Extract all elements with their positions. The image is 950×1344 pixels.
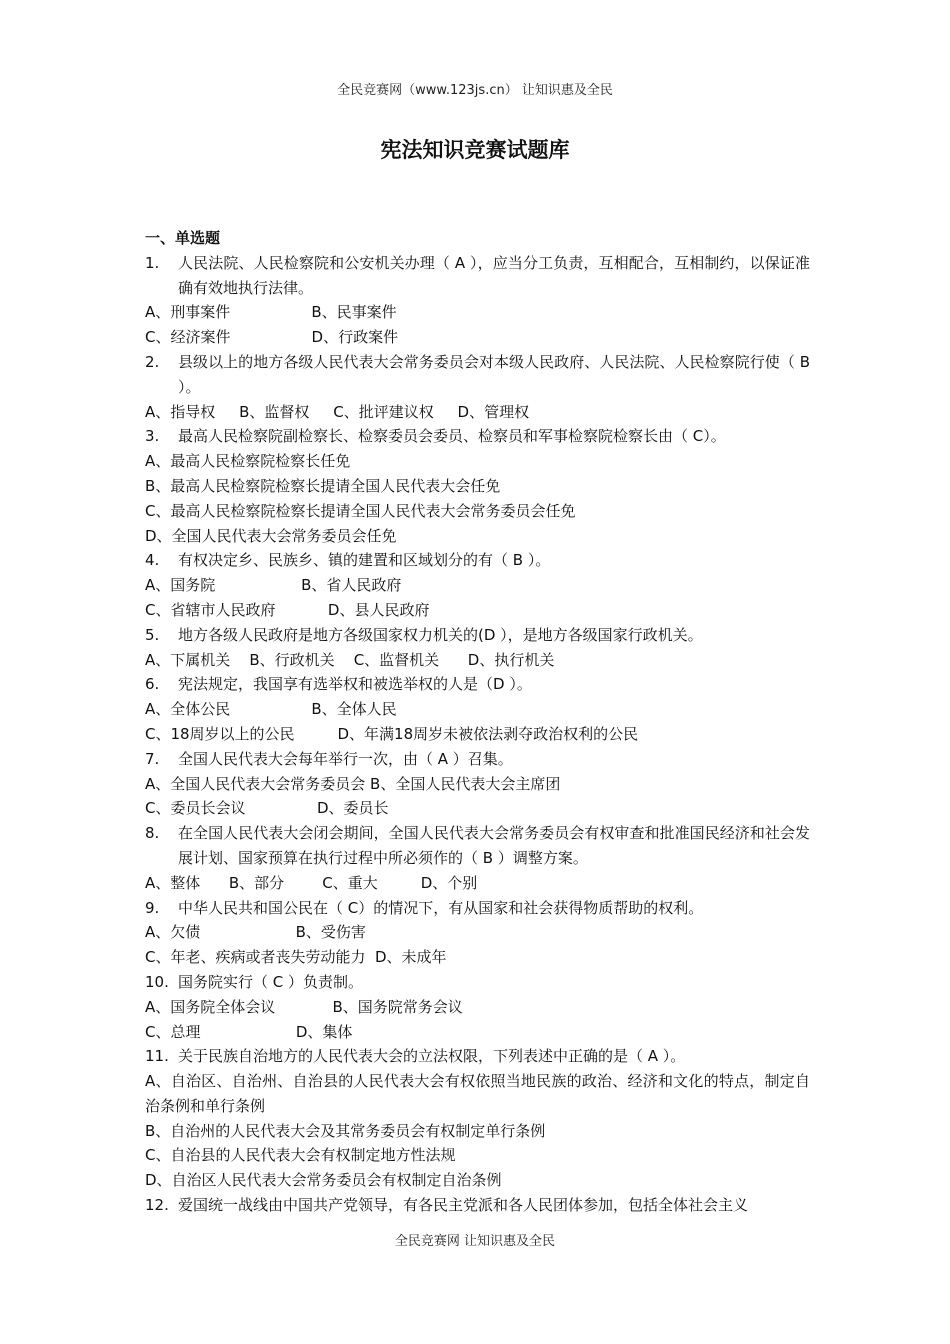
- answer-option: C、总理 D、集体: [145, 1022, 353, 1041]
- answer-option: A、自治区、自治州、自治县的人民代表大会有权依照当地民族的政治、经济和文化的特点，制定自治条例和单行条例: [145, 1072, 810, 1115]
- answer-option: A、最高人民检察院检察长任免: [145, 452, 351, 471]
- question-item: [145, 350, 810, 400]
- question-item: [145, 1044, 810, 1069]
- answer-option: C、委员长会议 D、委员长: [145, 799, 389, 818]
- answer-option: A、全体公民 B、全体人民: [145, 700, 397, 719]
- answer-option: A、整体 B、部分 C、重大 D、个别: [145, 873, 478, 892]
- question-text: 在全国人民代表大会闭会期间，全国人民代表大会常务委员会有权审查和批准国民经济和社会发展计划、国家预算在执行过程中所必须作的（ B ）调整方案。: [178, 824, 810, 867]
- answer-option: A、国务院 B、省人民政府: [145, 576, 402, 595]
- answer-option: D、全国人民代表大会常务委员会任免: [145, 526, 397, 545]
- questions-container: [145, 251, 810, 1218]
- question-text: 全国人民代表大会每年举行一次，由（ A ）召集。: [178, 749, 513, 768]
- answer-option: A、欠债 B、受伤害: [145, 923, 366, 942]
- question-text: 最高人民检察院副检察长、检察委员会委员、检察员和军事检察院检察长由（ C）。: [178, 427, 726, 446]
- question-text: 爱国统一战线由中国共产党领导，有各民主党派和各人民团体参加，包括全体社会主义: [178, 1196, 749, 1215]
- question-number: 1.: [145, 253, 160, 272]
- question-item: [145, 747, 810, 772]
- answer-option: C、省辖市人民政府 D、县人民政府: [145, 600, 430, 619]
- page-footer: 全民竞赛网 让知识惠及全民: [394, 1234, 556, 1249]
- answer-option: C、自治县的人民代表大会有权制定地方性法规: [145, 1146, 456, 1165]
- answer-option: D、自治区人民代表大会常务委员会有权制定自治条例: [145, 1171, 502, 1190]
- page-header: 全民竞赛网（www.123js.cn） 让知识惠及全民: [337, 83, 613, 98]
- question-text: 宪法规定，我国享有选举权和被选举权的人是（D ）。: [178, 675, 532, 694]
- answer-option: A、国务院全体会议 B、国务院常务会议: [145, 997, 463, 1016]
- question-number: 5.: [145, 625, 160, 644]
- answer-option: A、全国人民代表大会常务委员会 B、全国人民代表大会主席团: [145, 774, 561, 793]
- question-number: 7.: [145, 749, 160, 768]
- question-list: [145, 226, 810, 1218]
- question-text: 中华人民共和国公民在（ C）的情况下，有从国家和社会获得物质帮助的权利。: [178, 898, 704, 917]
- question-item: [145, 821, 810, 871]
- question-item: [145, 623, 810, 648]
- answer-option: B、自治州的人民代表大会及其常务委员会有权制定单行条例: [145, 1121, 546, 1140]
- question-number: 2.: [145, 352, 160, 371]
- question-item: [145, 672, 810, 697]
- answer-option: C、年老、疾病或者丧失劳动能力 D、未成年: [145, 948, 447, 967]
- question-item: [145, 548, 810, 573]
- section-heading: 一、单选题: [145, 229, 221, 247]
- question-number: 6.: [145, 675, 160, 694]
- question-number: 9.: [145, 898, 160, 917]
- question-number: 12.: [145, 1196, 169, 1215]
- question-number: 10.: [145, 972, 169, 991]
- question-item: [145, 896, 810, 921]
- question-item: [145, 970, 810, 995]
- page-title: 宪法知识竞赛试题库: [380, 138, 570, 162]
- answer-option: B、最高人民检察院检察长提请全国人民代表大会任免: [145, 476, 501, 495]
- answer-option: A、下属机关 B、行政机关 C、监督机关 D、执行机关: [145, 650, 555, 669]
- question-text: 县级以上的地方各级人民代表大会常务委员会对本级人民政府、人民法院、人民检察院行使（ B ）。: [178, 352, 810, 396]
- question-item: [145, 424, 810, 449]
- question-text: 人民法院、人民检察院和公安机关办理（ A ），应当分工负责，互相配合，互相制约，以保证准确有效地执行法律。: [178, 253, 810, 297]
- question-number: 3.: [145, 427, 160, 446]
- answer-option: A、指导权 B、监督权 C、批评建议权 D、管理权: [145, 402, 530, 421]
- question-text: 国务院实行（ C ）负责制。: [178, 972, 364, 991]
- answer-option: A、刑事案件 B、民事案件: [145, 303, 397, 322]
- answer-option: C、最高人民检察院检察长提请全国人民代表大会常务委员会任免: [145, 501, 576, 520]
- question-item: [145, 1193, 810, 1218]
- answer-option: C、18周岁以上的公民 D、年满18周岁未被依法剥夺政治权利的公民: [145, 724, 639, 743]
- question-text: 关于民族自治地方的人民代表大会的立法权限，下列表述中正确的是（ A ）。: [178, 1047, 686, 1066]
- question-number: 8.: [145, 824, 160, 843]
- question-number: 11.: [145, 1047, 169, 1066]
- question-number: 4.: [145, 551, 160, 570]
- question-item: [145, 251, 810, 301]
- answer-option: C、经济案件 D、行政案件: [145, 328, 399, 347]
- question-text: 地方各级人民政府是地方各级国家权力机关的(D ），是地方各级国家行政机关。: [178, 625, 703, 644]
- question-text: 有权决定乡、民族乡、镇的建置和区域划分的有（ B ）。: [178, 551, 551, 570]
